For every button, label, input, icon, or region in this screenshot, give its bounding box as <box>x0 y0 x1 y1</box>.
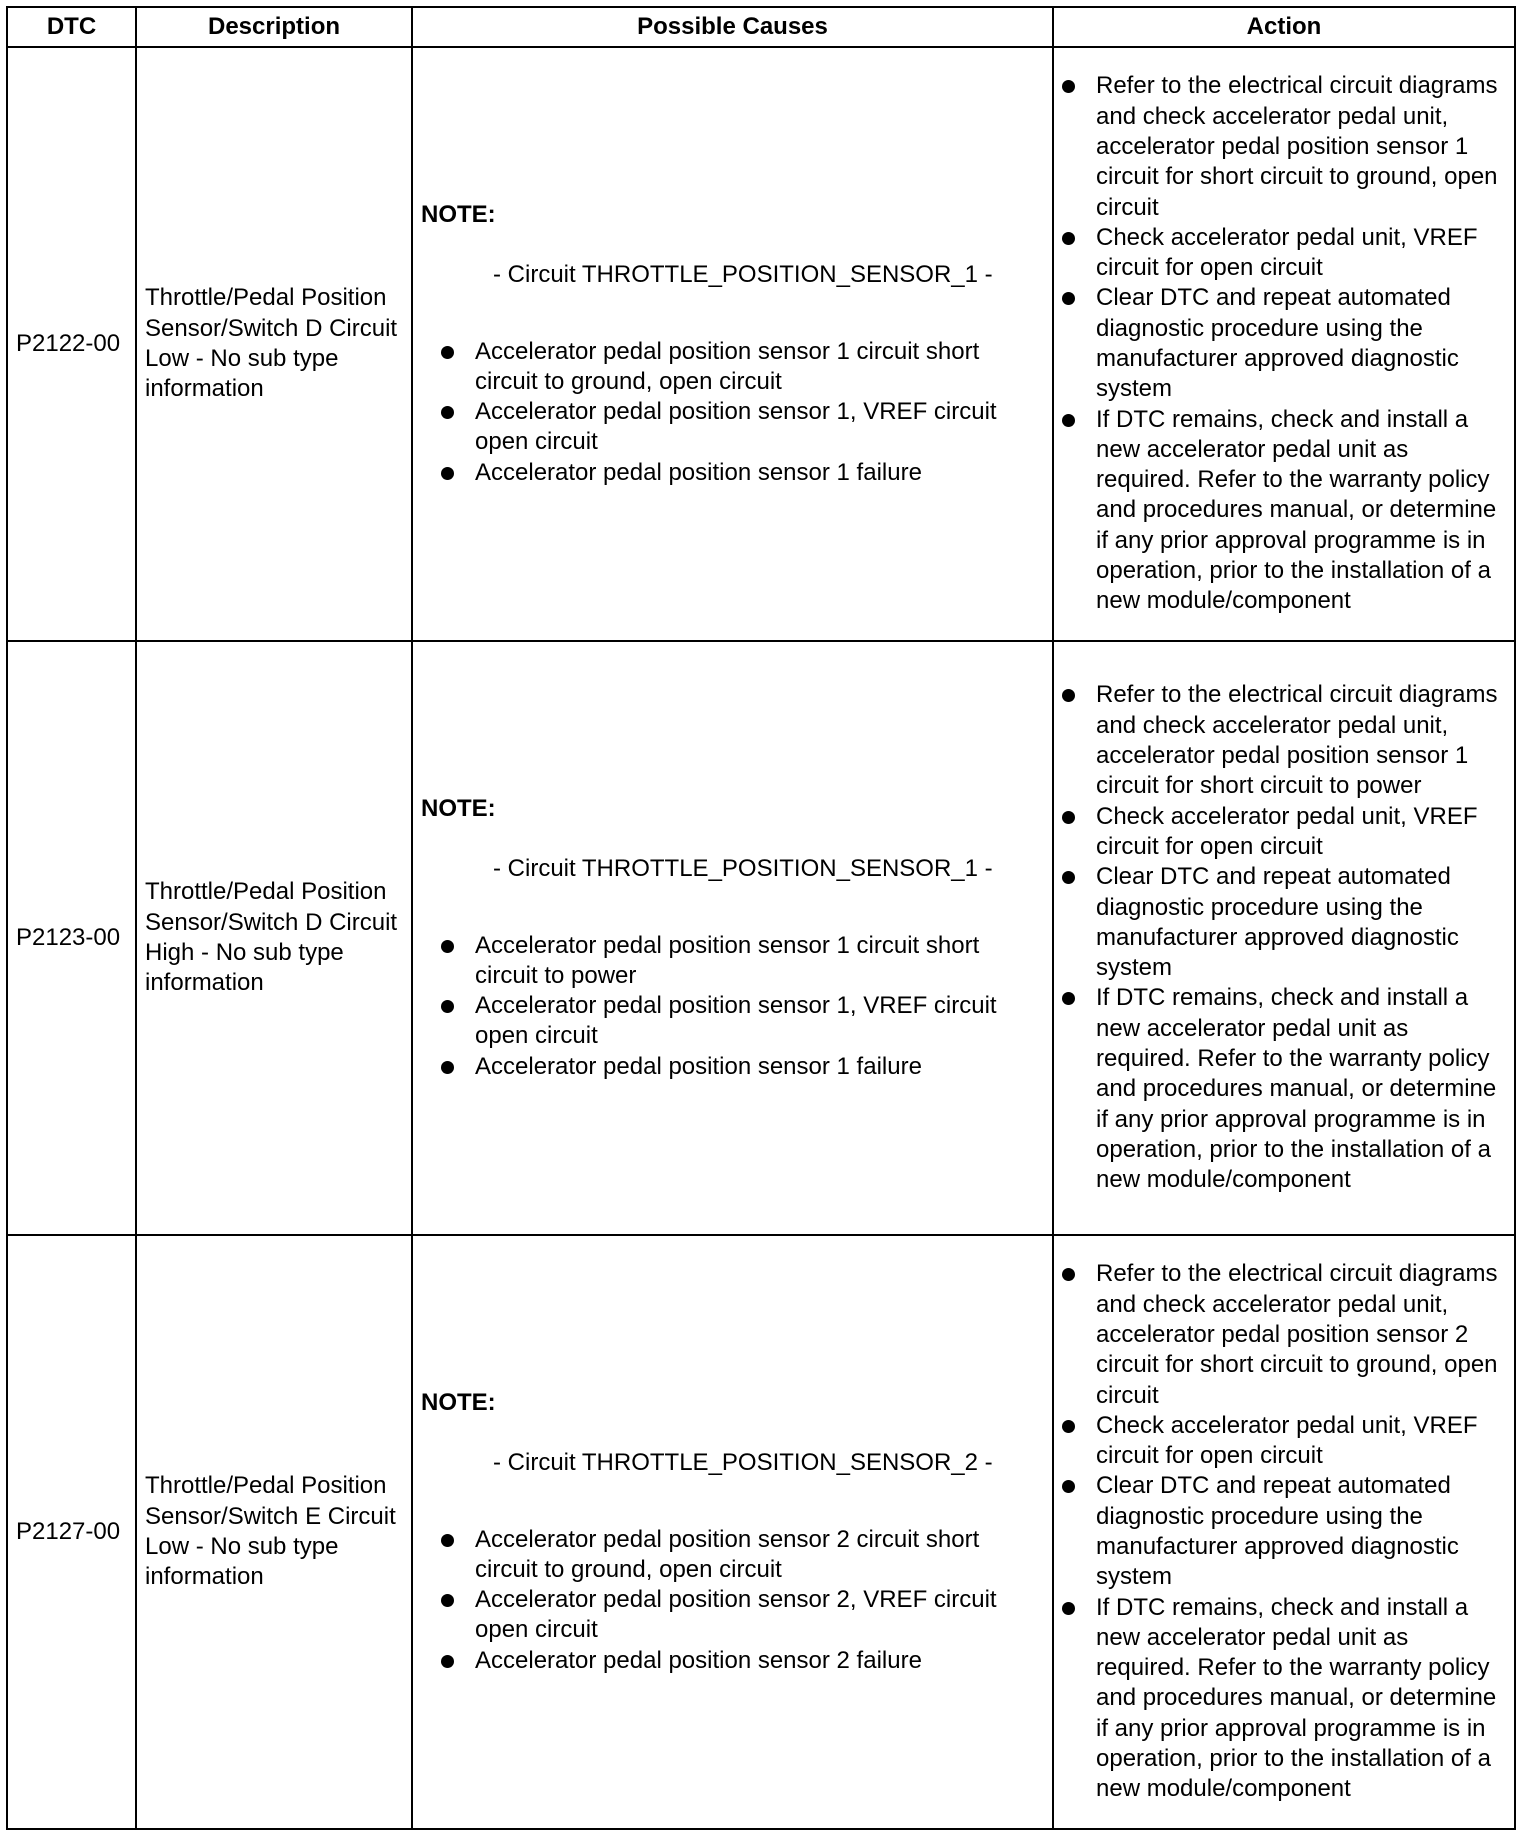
list-item <box>441 1525 1044 1586</box>
actions-list <box>1062 680 1506 1195</box>
note-label: NOTE: <box>421 200 496 228</box>
action-text: Clear DTC and repeat automated diagnostic procedure using the manufacturer approved diagnostic system <box>1096 1472 1459 1591</box>
header-row <box>7 7 1515 47</box>
actions-list <box>1062 1259 1506 1804</box>
dtc-description: Throttle/Pedal Position Sensor/Switch D Circuit High - No sub type information <box>136 641 412 1235</box>
action-text: Clear DTC and repeat automated diagnostic procedure using the manufacturer approved diagnostic system <box>1096 284 1459 403</box>
bullet-icon <box>1062 1602 1075 1615</box>
list-item <box>441 1052 1044 1082</box>
action-text: Refer to the electrical circuit diagrams and check accelerator pedal unit, accelerator pedal position sensor 1 circuit for short circuit to power <box>1096 681 1498 800</box>
header-action: Action <box>1053 7 1515 47</box>
bullet-icon <box>441 346 454 359</box>
cause-text: Accelerator pedal position sensor 1, VREF circuit open circuit <box>475 992 997 1050</box>
header-possible-causes: Possible Causes <box>412 7 1053 47</box>
list-item <box>1062 1411 1506 1472</box>
circuit-name: - Circuit THROTTLE_POSITION_SENSOR_2 - <box>493 1449 993 1477</box>
cause-text: Accelerator pedal position sensor 2 circuit short circuit to ground, open circuit <box>475 1525 980 1583</box>
action-text: Clear DTC and repeat automated diagnostic procedure using the manufacturer approved diagnostic system <box>1096 863 1459 982</box>
dtc-code: P2127-00 <box>7 1235 136 1829</box>
bullet-icon <box>441 467 454 480</box>
note-label: NOTE: <box>421 794 496 822</box>
table-row <box>7 1235 1515 1829</box>
list-item <box>1062 283 1506 404</box>
bullet-icon <box>441 1534 454 1547</box>
bullet-icon <box>441 406 454 419</box>
cause-text: Accelerator pedal position sensor 1 circuit short circuit to power <box>475 931 980 989</box>
actions-list <box>1062 71 1506 616</box>
list-item <box>1062 1471 1506 1592</box>
dtc-description: Throttle/Pedal Position Sensor/Switch D Circuit Low - No sub type information <box>136 47 412 641</box>
dtc-table <box>6 6 1516 1830</box>
list-item <box>441 1585 1044 1646</box>
causes-list <box>421 337 1044 488</box>
bullet-icon <box>1062 1268 1075 1281</box>
possible-causes-cell <box>412 641 1053 1235</box>
cause-text: Accelerator pedal position sensor 2, VREF circuit open circuit <box>475 1586 997 1644</box>
cause-text: Accelerator pedal position sensor 1 circuit short circuit to ground, open circuit <box>475 337 980 395</box>
circuit-name: - Circuit THROTTLE_POSITION_SENSOR_1 - <box>493 855 993 883</box>
table-row <box>7 47 1515 641</box>
action-cell <box>1053 641 1515 1235</box>
causes-list <box>421 1525 1044 1676</box>
bullet-icon <box>1062 811 1075 824</box>
circuit-name: - Circuit THROTTLE_POSITION_SENSOR_1 - <box>493 261 993 289</box>
list-item <box>1062 71 1506 222</box>
cause-text: Accelerator pedal position sensor 1, VREF circuit open circuit <box>475 398 997 456</box>
bullet-icon <box>441 1655 454 1668</box>
action-text: If DTC remains, check and install a new accelerator pedal unit as required. Refer to the warranty policy and procedures manual, or determine if any prior approval programme is in operation, prior to the installation of a new module/component <box>1096 984 1497 1194</box>
list-item <box>441 931 1044 992</box>
bullet-icon <box>441 940 454 953</box>
bullet-icon <box>1062 871 1075 884</box>
action-text: Refer to the electrical circuit diagrams and check accelerator pedal unit, accelerator pedal position sensor 1 circuit for short circuit to ground, open circuit <box>1096 72 1498 221</box>
header-description: Description <box>136 7 412 47</box>
bullet-icon <box>441 1061 454 1074</box>
possible-causes-cell <box>412 1235 1053 1829</box>
header-dtc: DTC <box>7 7 136 47</box>
bullet-icon <box>1062 80 1075 93</box>
list-item <box>441 458 1044 488</box>
list-item <box>1062 983 1506 1195</box>
note-label: NOTE: <box>421 1388 496 1416</box>
list-item <box>441 991 1044 1052</box>
dtc-code: P2122-00 <box>7 47 136 641</box>
list-item <box>1062 1593 1506 1805</box>
bullet-icon <box>1062 1420 1075 1433</box>
list-item <box>441 337 1044 398</box>
possible-causes-cell <box>412 47 1053 641</box>
action-text: Refer to the electrical circuit diagrams and check accelerator pedal unit, accelerator pedal position sensor 2 circuit for short circuit to ground, open circuit <box>1096 1260 1498 1409</box>
bullet-icon <box>1062 232 1075 245</box>
list-item <box>1062 223 1506 284</box>
list-item <box>441 397 1044 458</box>
action-cell <box>1053 1235 1515 1829</box>
list-item <box>1062 1259 1506 1410</box>
dtc-code: P2123-00 <box>7 641 136 1235</box>
bullet-icon <box>1062 414 1075 427</box>
list-item <box>1062 405 1506 617</box>
action-text: If DTC remains, check and install a new accelerator pedal unit as required. Refer to the warranty policy and procedures manual, or determine if any prior approval programme is in operation, prior to the installation of a new module/component <box>1096 1593 1497 1803</box>
bullet-icon <box>1062 689 1075 702</box>
list-item <box>1062 862 1506 983</box>
bullet-icon <box>1062 1480 1075 1493</box>
list-item <box>441 1646 1044 1676</box>
bullet-icon <box>1062 292 1075 305</box>
action-text: If DTC remains, check and install a new accelerator pedal unit as required. Refer to the warranty policy and procedures manual, or determine if any prior approval programme is in operation, prior to the installation of a new module/component <box>1096 405 1497 615</box>
bullet-icon <box>1062 992 1075 1005</box>
action-text: Check accelerator pedal unit, VREF circuit for open circuit <box>1096 802 1478 860</box>
cause-text: Accelerator pedal position sensor 1 failure <box>475 1052 922 1080</box>
causes-list <box>421 931 1044 1082</box>
action-text: Check accelerator pedal unit, VREF circuit for open circuit <box>1096 1411 1478 1470</box>
cause-text: Accelerator pedal position sensor 1 failure <box>475 458 922 486</box>
table-row <box>7 641 1515 1235</box>
bullet-icon <box>441 1594 454 1607</box>
action-cell <box>1053 47 1515 641</box>
bullet-icon <box>441 1000 454 1013</box>
cause-text: Accelerator pedal position sensor 2 failure <box>475 1646 922 1674</box>
action-text: Check accelerator pedal unit, VREF circuit for open circuit <box>1096 223 1478 282</box>
dtc-description: Throttle/Pedal Position Sensor/Switch E Circuit Low - No sub type information <box>136 1235 412 1829</box>
list-item <box>1062 680 1506 801</box>
list-item <box>1062 802 1506 863</box>
